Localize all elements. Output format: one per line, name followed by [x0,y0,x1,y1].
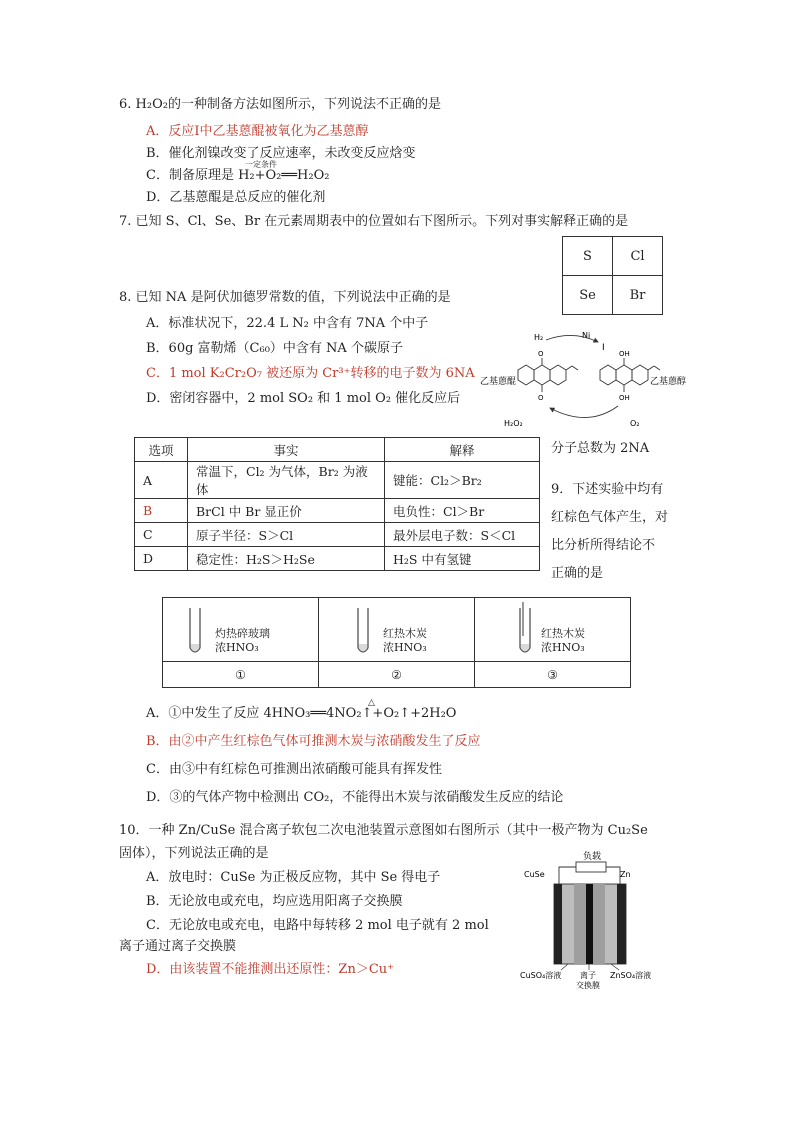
table-row [135,523,540,547]
experiment-2-top-label: 红热木炭 [383,627,427,640]
membrane-label-line-1: 离子 [580,971,596,980]
periodic-table-fragment [562,236,663,315]
q8-option-d-cont: 分子总数为 2NA [551,441,650,456]
q8-option-a: A．标准状况下，22.4 L N₂ 中含有 7NA 个中子 [146,316,429,331]
table-cell: 稳定性：H₂S＞H₂Se [188,547,385,571]
o-bottom-label: O [538,394,544,402]
cuso4-solution-label: CuSO₄溶液 [520,971,562,980]
experiment-3-top-label: 红热木炭 [541,627,585,640]
q9-option-d: D．③的气体产物中检测出 CO₂，不能得出木炭与浓硝酸发生反应的结论 [146,790,564,805]
experiment-1-bottom-label: 浓HNO₃ [215,641,259,654]
ethylanthraquinone-label: 乙基蒽醌 [480,377,517,387]
experiment-2-cell [319,598,475,662]
test-tube-3-icon [515,602,535,658]
load-label: 负载 [583,852,602,862]
q8-option-d: D．密闭容器中，2 mol SO₂ 和 1 mol O₂ 催化反应后 [146,391,461,406]
h2-label: H₂ [534,333,544,342]
battery-diagram [516,850,666,990]
cuso4-solution [574,884,586,964]
q6-condition: 一定条件 [245,160,277,169]
element-s: S [563,237,613,276]
experiment-1-top-label: 灼热碎玻璃 [215,627,270,640]
q10-option-d: D．由该装置不能推测出还原性：Zn＞Cu⁺ [146,962,395,977]
q6-stem: 6. H₂O₂的一种制备方法如图所示，下列说法不正确的是 [119,97,441,112]
znso4-solution [593,884,605,964]
cuse-electrode [554,884,562,964]
table-cell: D [135,547,188,571]
table-cell: 键能：Cl₂＞Br₂ [385,462,540,499]
reverse-arrow [550,406,618,418]
q9-stem-line-2: 红棕色气体产生，对 [551,510,669,525]
table-cell: 最外层电子数：S＜Cl [385,523,540,547]
fact-explanation-table [134,437,540,571]
table-header-option: 选项 [135,438,188,462]
q9-stem-line-4: 正确的是 [551,566,604,581]
membrane-label-line-2: 交换膜 [576,981,600,990]
element-cl: Cl [613,237,663,276]
test-tube-2-icon [355,606,371,658]
h2o2-label: H₂O₂ [504,419,523,428]
q8-stem: 8. 已知 NA 是阿伏加德罗常数的值，下列说法中正确的是 [119,290,451,305]
q10-stem-line-1: 10．一种 Zn/CuSe 混合离子软包二次电池装置示意图如右图所示（其中一极产物为 Cu₂Se [119,823,648,838]
q9-stem-line-1: 9．下述实验中均有 [551,482,664,497]
table-row [135,499,540,523]
table-cell: 常温下，Cl₂ 为气体，Br₂ 为液体 [188,462,385,499]
q7-stem: 7. 已知 S、Cl、Se、Br 在元素周期表中的位置如右下图所示。下列对事实解释正确的是 [119,214,629,229]
experiment-table [162,597,631,688]
table-cell: A [135,462,188,499]
q9-option-b: B．由②中产生红棕色气体可推测木炭与浓硝酸发生了反应 [146,734,481,749]
ethylanthrahydroquinone-label: 乙基蒽醇 [650,377,687,387]
experiment-3-cell [475,598,631,662]
q9-option-a: A．①中发生了反应 4HNO₃══4NO₂↑+O₂↑+2H₂O [146,706,457,721]
element-se: Se [563,276,613,315]
heat-delta-symbol: △ [368,698,375,708]
cuse-electrode-label: CuSe [524,870,545,879]
ethylanthraquinone-structure [518,358,578,392]
zn-electrode [617,884,626,964]
element-br: Br [613,276,663,315]
q10-stem-line-2: 固体），下列说法正确的是 [119,846,269,861]
o-top-label: O [538,350,544,358]
q6-option-a: A．反应Ⅰ中乙基蒽醌被氧化为乙基蒽醇 [146,124,369,139]
q9-stem-line-3: 比分析所得结论不 [551,538,656,553]
table-header-explanation: 解释 [385,438,540,462]
znso4-solution-label: ZnSO₄溶液 [610,971,652,980]
load-resistor [576,862,606,872]
q6-option-c: C．制备原理是 H₂+O₂══H₂O₂ [146,168,330,183]
table-cell: 原子半径：S＞Cl [188,523,385,547]
table-row [135,462,540,499]
reaction-i-label: Ⅰ [602,343,605,353]
test-tube-1-icon [187,606,203,658]
q8-option-b: B．60g 富勒烯（C₆₀）中含有 NA 个碳原子 [146,341,403,356]
experiment-3-bottom-label: 浓HNO₃ [541,641,585,654]
q10-option-b: B．无论放电或充电，均应选用阳离子交换膜 [146,894,403,909]
experiment-2-number: ② [319,662,475,688]
experiment-2-bottom-label: 浓HNO₃ [383,641,427,654]
ni-label: Ni [582,331,591,340]
oh-top-label: OH [619,350,630,358]
q10-option-c-cont: 离子通过离子交换膜 [119,939,237,954]
table-cell: 电负性：Cl＞Br [385,499,540,523]
experiment-1-number: ① [163,662,319,688]
q8-option-c: C．1 mol K₂Cr₂O₇ 被还原为 Cr³⁺转移的电子数为 6NA [146,366,475,381]
experiment-3-number: ③ [475,662,631,688]
zn-electrode-label: Zn [620,870,631,879]
q10-option-a: A．放电时：CuSe 为正极反应物，其中 Se 得电子 [146,870,441,885]
q9-option-c: C．由③中有红棕色可推测出浓硝酸可能具有挥发性 [146,762,442,777]
ion-exchange-membrane [586,884,593,964]
oh-bottom-label: OH [619,394,630,402]
q6-option-b: B．催化剂镍改变了反应速率，未改变反应焓变 [146,146,416,161]
table-cell: B [135,499,188,523]
q10-option-c: C．无论放电或充电，电路中每转移 2 mol 电子就有 2 mol [146,918,489,933]
table-cell: C [135,523,188,547]
anthraquinone-cycle-diagram [478,328,687,432]
table-cell: BrCl 中 Br 显正价 [188,499,385,523]
o2-label: O₂ [630,419,640,428]
q6-option-d: D．乙基蒽醌是总反应的催化剂 [146,190,326,205]
experiment-1-cell [163,598,319,662]
table-row [135,547,540,571]
table-cell: H₂S 中有氢键 [385,547,540,571]
table-header-fact: 事实 [188,438,385,462]
